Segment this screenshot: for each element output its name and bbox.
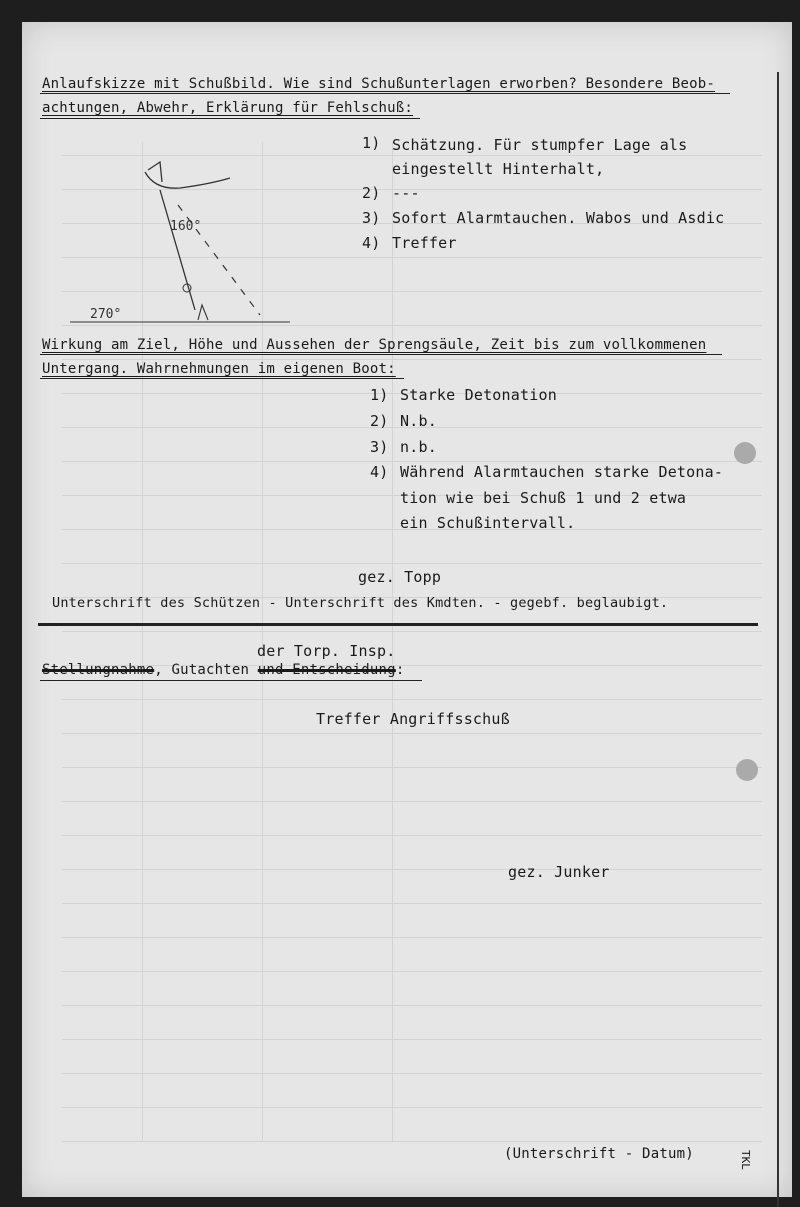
attack-sketch: [60, 150, 290, 330]
header-rule: [40, 118, 420, 119]
obs-num-3: 3): [362, 209, 381, 227]
inspection-authority: der Torp. Insp.: [257, 642, 396, 660]
inspection-header: [42, 662, 404, 678]
obs-text-4: Treffer: [392, 234, 457, 252]
effect-rule: [40, 354, 722, 355]
effect-header-line2: Untergang. Wahrnehmungen im eigenen Boot:: [42, 361, 396, 377]
sketch-uboat: [198, 305, 208, 320]
obs-num-4: 4): [362, 234, 381, 252]
struck-text: Stellungnahme: [42, 662, 155, 678]
signed-junker: gez. Junker: [508, 863, 610, 881]
effect-text-1: Starke Detonation: [400, 386, 557, 404]
sketch-angle-top: 160°: [170, 219, 202, 234]
signature-date-caption: (Unterschrift - Datum): [504, 1146, 694, 1162]
margin-line: [777, 72, 779, 1207]
effect-num-2: 2): [370, 412, 389, 430]
inspection-colon: :: [395, 662, 405, 678]
effect-header-line1: Wirkung am Ziel, Höhe und Aussehen der Sprengsäule, Zeit bis zum vollkommenen: [42, 337, 707, 353]
obs-text-1b: eingestellt Hinterhalt,: [392, 160, 605, 178]
effect-text-3: n.b.: [400, 438, 437, 456]
verdict: Treffer Angriffsschuß: [316, 710, 510, 728]
effect-num-1: 1): [370, 386, 389, 404]
sketch-angle-bottom: 270°: [90, 307, 122, 322]
section-divider: [38, 623, 758, 626]
effect-text-4b: tion wie bei Schuß 1 und 2 etwa: [400, 489, 687, 507]
effect-text-4: Während Alarmtauchen starke Detona-: [400, 463, 724, 481]
sketch-uboat-marker: [183, 284, 191, 292]
sketch-header-line1: Anlaufskizze mit Schußbild. Wie sind Schußunterlagen erworben? Besondere Beob-: [42, 76, 716, 92]
header-rule: [40, 93, 730, 94]
obs-num-2: 2): [362, 184, 381, 202]
struck-text: und Entscheidung: [257, 662, 396, 678]
signature-caption: Unterschrift des Schützen - Unterschrift des Kmdten. - gegebf. beglaubigt.: [52, 595, 669, 611]
effect-text-2: N.b.: [400, 412, 437, 430]
obs-num-1: 1): [362, 134, 381, 152]
inspection-header-text: , Gutachten: [154, 662, 250, 678]
sketch-course-line: [160, 190, 195, 310]
effect-text-4c: ein Schußintervall.: [400, 514, 576, 532]
effect-rule: [40, 378, 404, 379]
side-mark: TKL: [739, 1150, 752, 1170]
effect-num-3: 3): [370, 438, 389, 456]
obs-text-1: Schätzung. Für stumpfer Lage als: [392, 136, 688, 154]
sketch-header-line2: achtungen, Abwehr, Erklärung für Fehlschuß:: [42, 100, 414, 116]
inspection-rule: [40, 680, 422, 681]
effect-num-4: 4): [370, 463, 389, 481]
punch-hole: [736, 759, 758, 781]
sketch-arc: [145, 172, 230, 188]
punch-hole: [734, 442, 756, 464]
obs-text-2: ---: [392, 184, 420, 202]
obs-text-3: Sofort Alarmtauchen. Wabos und Asdic: [392, 209, 725, 227]
signed-topp: gez. Topp: [358, 568, 442, 586]
